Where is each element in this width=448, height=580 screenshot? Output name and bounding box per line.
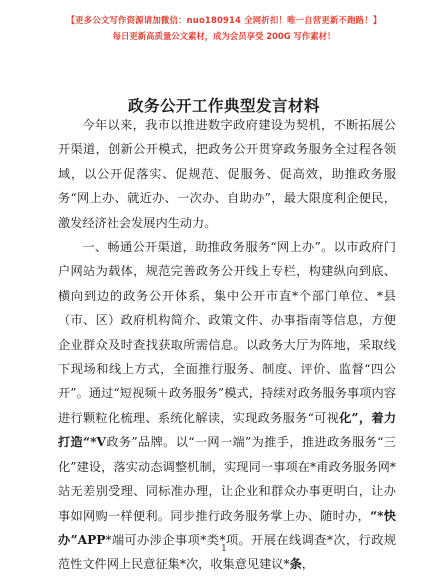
document-title: 政务公开工作典型发言材料 xyxy=(127,96,320,115)
paragraph-text: 一、畅通公开渠道，助推政务服务“网上办”。以市政府门户网站为载体，规范完善政务公开线上专栏，构建纵向到底、横向到边的政务公开体系，集中公开市直*个部门单位、*县（市、区）政府机构简介、政策文件、办事指南等信息，方便企业群众及时查找获取所需信息。以政务大厅为阵地，采取线下现场和线上方式，全面推行服务、制度、评价、监督“四公开”。通过“短视频＋政务服务”模式，持续对政务服务事项内容进行颗粒化梳理、系统化解读，实现政务服务“可视 xyxy=(58,240,396,425)
page-number: 1 xyxy=(221,544,227,554)
paragraph-text: *端可办涉企事项*类*项。开展在线调查*次，行政规范性文件网上民意征集*次，收集意见建议* xyxy=(58,532,397,572)
paragraph-section-1 xyxy=(58,235,396,577)
document-body xyxy=(58,113,396,577)
paragraph-text: ， xyxy=(301,557,314,572)
promo-banner-line-2: 每日更新高质量公文素材，成为会员享受 200G 写作素材！ xyxy=(112,31,336,41)
bold-text: 条 xyxy=(289,557,302,572)
promo-banner-line-1: 【更多公文写作资源请加微信：nuo180914 全网折扣！唯一自营更新不跑路！】 xyxy=(66,15,382,25)
bold-text: “*快办”APP xyxy=(58,508,396,547)
bold-text: 化”，着力打造“*V xyxy=(58,410,397,450)
paragraph-text: 政务”品牌。以“一网一端”为推手，推进政务服务“三化”建设，落实动态调整机制，实现同一事项在*甫政务服务网*站无差别受理、同标准办理，让企业和群众办事更明白，让办事如网购一样便利。同步推行政务服务掌上办、随时办， xyxy=(58,435,396,523)
paragraph-intro: 今年以来，我市以推进数字政府建设为契机，不断拓展公开渠道，创新公开模式，把政务公开贯穿政务服务全过程各领域，以公开促落实、促规范、促服务、促高效，助推政务服务“网上办、就近办、一次办、自助办”，最大限度利企便民，激发经济社会发展内生动力。 xyxy=(58,118,396,230)
